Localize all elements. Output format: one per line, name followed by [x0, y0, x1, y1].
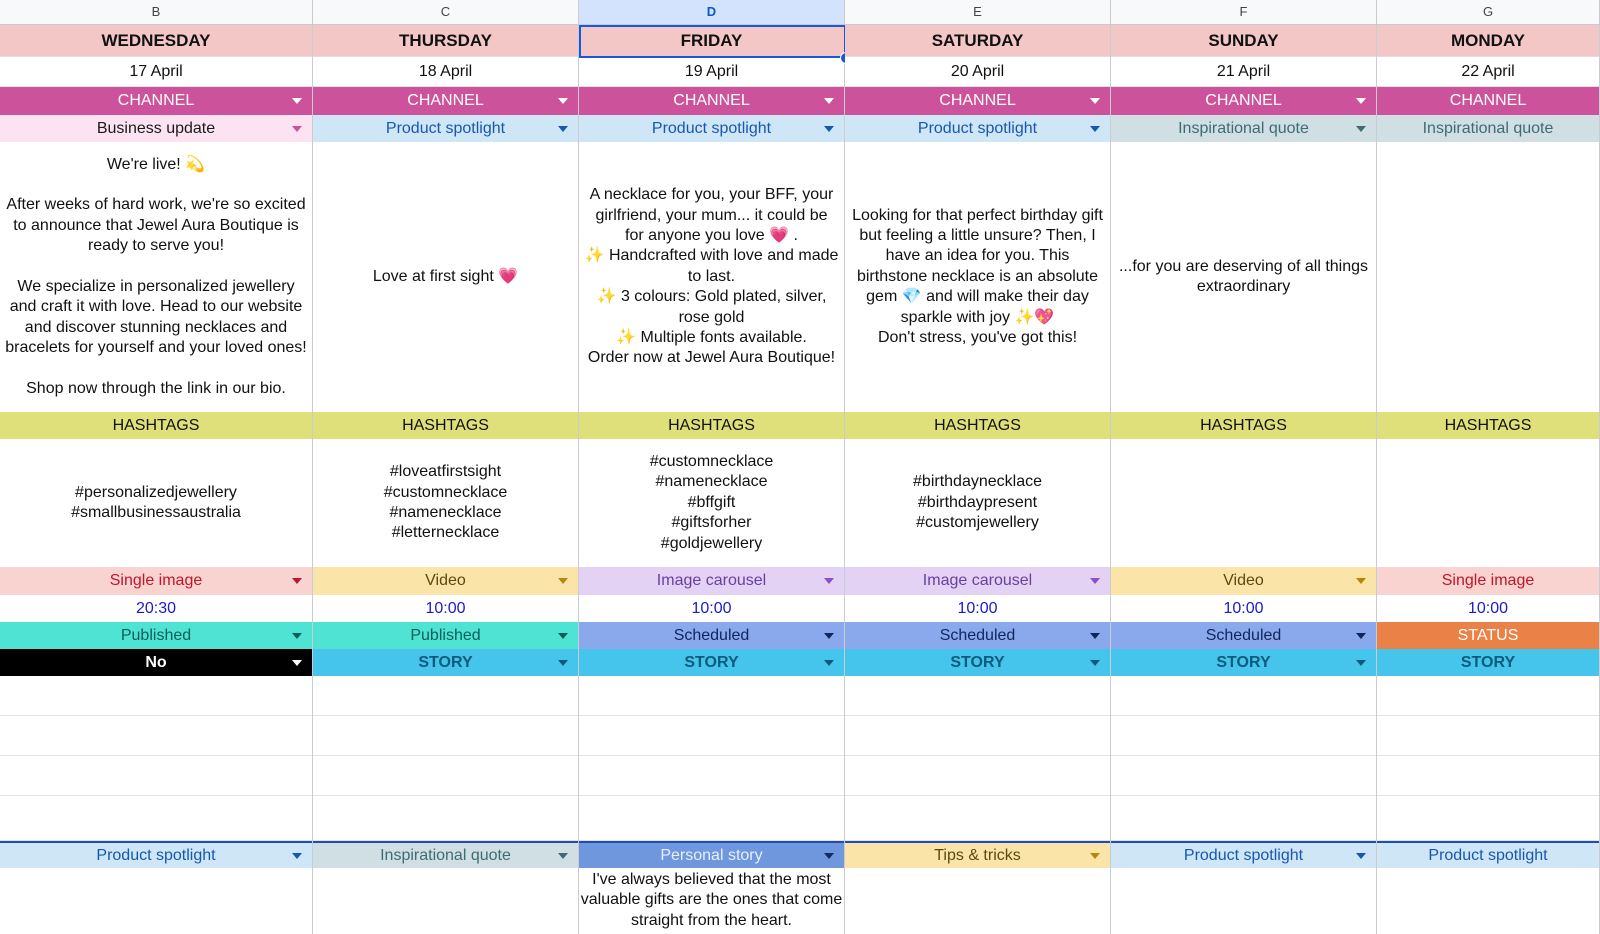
dropdown-arrow-icon[interactable] — [558, 853, 568, 859]
content-type-label: Tips & tricks — [934, 846, 1021, 864]
day-cell[interactable]: MONDAY — [1377, 25, 1599, 57]
dropdown-arrow-icon[interactable] — [292, 633, 302, 639]
empty-cell[interactable] — [313, 716, 578, 756]
dropdown-arrow-icon[interactable] — [1090, 98, 1100, 104]
dropdown-arrow-icon[interactable] — [1090, 660, 1100, 666]
day-cell[interactable]: THURSDAY — [313, 25, 578, 57]
empty-cell[interactable] — [1377, 716, 1599, 756]
status-label: STATUS — [1457, 626, 1519, 644]
status-label: Published — [120, 626, 192, 644]
dropdown-arrow-icon[interactable] — [1356, 98, 1366, 104]
caption-cell-week2[interactable] — [313, 868, 578, 934]
content-type-label: Personal story — [660, 846, 763, 864]
empty-cell[interactable] — [1111, 796, 1376, 841]
dropdown-arrow-icon[interactable] — [558, 98, 568, 104]
dropdown-arrow-icon[interactable] — [1090, 126, 1100, 132]
empty-cell[interactable] — [845, 716, 1110, 756]
content-type-label: Product spotlight — [1183, 846, 1304, 864]
time-cell[interactable]: 10:00 — [1223, 599, 1264, 617]
hashtags-cell[interactable]: #birthdaynecklace #birthdaypresent #customjewellery — [913, 473, 1042, 532]
empty-cell[interactable] — [845, 756, 1110, 796]
caption-cell[interactable]: ...for you are deserving of all things extraordinary — [1118, 257, 1369, 295]
date-cell[interactable]: 19 April — [579, 57, 844, 87]
column-g — [1377, 0, 1600, 934]
caption-cell-week2[interactable] — [845, 868, 1110, 934]
format-label: Single image — [109, 572, 203, 589]
channel-label: CHANNEL — [673, 92, 750, 109]
channel-label: CHANNEL — [117, 92, 195, 109]
status-dropdown[interactable] — [1377, 622, 1599, 649]
date-cell[interactable]: 20 April — [845, 57, 1110, 87]
story-dropdown[interactable] — [0, 649, 312, 676]
channel-label: CHANNEL — [1205, 92, 1282, 109]
channel-dropdown[interactable] — [1377, 87, 1599, 115]
content-type-label: Product spotlight — [96, 846, 216, 864]
empty-cell[interactable] — [1111, 756, 1376, 796]
hashtags-cell[interactable]: #loveatfirstsight #customnecklace #namenecklace #letternecklace — [383, 463, 508, 542]
format-label: Image carousel — [922, 572, 1033, 589]
dropdown-arrow-icon[interactable] — [1356, 126, 1366, 132]
dropdown-arrow-icon[interactable] — [558, 660, 568, 666]
format-dropdown[interactable] — [0, 567, 312, 595]
content-type-label: Product spotlight — [1428, 846, 1548, 864]
date-cell[interactable]: 17 April — [0, 57, 312, 87]
dropdown-arrow-icon[interactable] — [292, 98, 302, 104]
content-type-label: Inspirational quote — [1422, 119, 1554, 137]
story-label: STORY — [1460, 653, 1516, 671]
dropdown-arrow-icon[interactable] — [1356, 633, 1366, 639]
empty-cell[interactable] — [1111, 716, 1376, 756]
content-type-label: Product spotlight — [917, 119, 1038, 137]
channel-label: CHANNEL — [1449, 92, 1527, 109]
time-cell[interactable]: 10:00 — [691, 599, 732, 617]
empty-cell[interactable] — [0, 716, 312, 756]
dropdown-arrow-icon[interactable] — [292, 853, 302, 859]
story-label: No — [145, 653, 167, 671]
caption-cell-week2[interactable] — [1377, 868, 1599, 934]
empty-cell[interactable] — [313, 676, 578, 716]
column-f — [1111, 0, 1377, 934]
content-type-label: Business update — [96, 119, 216, 137]
empty-cell[interactable] — [579, 716, 844, 756]
dropdown-arrow-icon[interactable] — [1356, 853, 1366, 859]
empty-cell[interactable] — [313, 756, 578, 796]
dropdown-arrow-icon[interactable] — [1090, 853, 1100, 859]
story-label: STORY — [1216, 653, 1271, 671]
content-type-label: Inspirational quote — [380, 846, 511, 864]
channel-dropdown[interactable] — [579, 87, 844, 115]
dropdown-arrow-icon[interactable] — [1356, 578, 1366, 584]
format-dropdown[interactable] — [313, 567, 578, 595]
status-dropdown[interactable] — [313, 622, 578, 649]
content-type-label: Product spotlight — [651, 119, 772, 137]
column-b — [0, 0, 313, 934]
format-label: Video — [425, 572, 466, 589]
hashtags-header[interactable]: HASHTAGS — [0, 412, 312, 439]
caption-cell-week2[interactable]: I've always believed that the most valuable gifts are the ones that come straight from the heart. — [580, 871, 843, 929]
channel-label: CHANNEL — [939, 92, 1016, 109]
dropdown-arrow-icon[interactable] — [1356, 660, 1366, 666]
status-dropdown[interactable] — [579, 622, 844, 649]
hashtags-cell[interactable] — [1377, 439, 1599, 567]
caption-cell-week2[interactable] — [1111, 868, 1376, 934]
dropdown-arrow-icon[interactable] — [1090, 578, 1100, 584]
content-type-dropdown-week2[interactable] — [1111, 841, 1376, 868]
column-header[interactable]: F — [1111, 0, 1376, 25]
dropdown-arrow-icon[interactable] — [1090, 633, 1100, 639]
content-type-dropdown-week2[interactable] — [845, 841, 1110, 868]
dropdown-arrow-icon[interactable] — [558, 633, 568, 639]
dropdown-arrow-icon[interactable] — [824, 98, 834, 104]
hashtags-header[interactable]: HASHTAGS — [313, 412, 578, 439]
hashtags-header[interactable]: HASHTAGS — [579, 412, 844, 439]
day-cell[interactable]: SUNDAY — [1111, 25, 1376, 57]
story-label: STORY — [684, 653, 739, 671]
empty-cell[interactable] — [1377, 756, 1599, 796]
date-cell[interactable]: 18 April — [313, 57, 578, 87]
empty-cell[interactable] — [1377, 676, 1599, 716]
column-c — [313, 0, 579, 934]
status-dropdown[interactable] — [1111, 622, 1376, 649]
content-type-dropdown[interactable] — [1111, 115, 1376, 142]
time-cell[interactable]: 10:00 — [425, 599, 466, 617]
hashtags-cell[interactable] — [1111, 439, 1376, 567]
content-type-dropdown[interactable] — [1377, 115, 1599, 142]
empty-cell[interactable] — [845, 676, 1110, 716]
channel-dropdown[interactable] — [313, 87, 578, 115]
caption-cell-week2[interactable] — [0, 868, 312, 934]
empty-cell[interactable] — [1111, 676, 1376, 716]
dropdown-arrow-icon[interactable] — [824, 633, 834, 639]
caption-cell[interactable]: Love at first sight 💗 — [372, 267, 519, 285]
empty-cell[interactable] — [0, 756, 312, 796]
time-cell[interactable]: 10:00 — [1467, 599, 1509, 617]
story-dropdown[interactable] — [1377, 649, 1599, 676]
format-dropdown[interactable] — [1377, 567, 1599, 595]
hashtags-cell[interactable]: #customnecklace #namenecklace #bffgift #giftsforher #goldjewellery — [649, 452, 774, 552]
story-dropdown[interactable] — [845, 649, 1110, 676]
hashtags-header[interactable]: HASHTAGS — [1377, 412, 1599, 439]
day-cell[interactable]: FRIDAY — [579, 25, 844, 57]
dropdown-arrow-icon[interactable] — [824, 126, 834, 132]
day-cell[interactable]: WEDNESDAY — [0, 25, 312, 57]
time-cell[interactable]: 20:30 — [135, 599, 177, 617]
story-label: STORY — [950, 653, 1005, 671]
empty-cell[interactable] — [579, 676, 844, 716]
status-label: Scheduled — [673, 626, 750, 644]
channel-dropdown[interactable] — [0, 87, 312, 115]
format-dropdown[interactable] — [1111, 567, 1376, 595]
column-e — [845, 0, 1111, 934]
day-cell[interactable]: SATURDAY — [845, 25, 1110, 57]
hashtags-header[interactable]: HASHTAGS — [845, 412, 1110, 439]
content-type-dropdown[interactable] — [579, 115, 844, 142]
caption-cell[interactable] — [1377, 142, 1599, 412]
date-cell[interactable]: 21 April — [1111, 57, 1376, 87]
hashtags-header[interactable]: HASHTAGS — [1111, 412, 1376, 439]
column-header[interactable]: B — [0, 0, 312, 25]
channel-dropdown[interactable] — [845, 87, 1110, 115]
channel-dropdown[interactable] — [1111, 87, 1376, 115]
content-type-dropdown[interactable] — [313, 115, 578, 142]
caption-cell[interactable]: We're live! 💫 After weeks of hard work, we're so excited to announce that Jewel Aura Boutique is ready to serve you! We specialize in personalized jewellery and craft it with love. Head to our website and discover stunning necklaces and bracelets for yourself and your loved ones! Shop now through the link in our bio. — [5, 155, 307, 398]
hashtags-cell[interactable]: #personalizedjewellery #smallbusinessaustralia — [71, 483, 241, 521]
empty-cell[interactable] — [0, 676, 312, 716]
caption-cell[interactable]: Looking for that perfect birthday gift but feeling a little unsure? Then, I have an idea for you. This birthstone necklace is an absolute gem 💎 and will make their day sparkle with joy ✨💖 Don't stress, you've got this! — [852, 206, 1103, 347]
content-type-dropdown-week2[interactable] — [1377, 841, 1599, 868]
dropdown-arrow-icon[interactable] — [824, 578, 834, 584]
dropdown-arrow-icon[interactable] — [558, 578, 568, 584]
status-dropdown[interactable] — [0, 622, 312, 649]
column-d — [579, 0, 845, 934]
dropdown-arrow-icon[interactable] — [292, 578, 302, 584]
empty-cell[interactable] — [1377, 796, 1599, 841]
status-label: Published — [410, 626, 481, 644]
column-header[interactable]: E — [845, 0, 1110, 25]
story-label: STORY — [418, 653, 473, 671]
format-dropdown[interactable] — [579, 567, 844, 595]
content-type-label: Inspirational quote — [1178, 119, 1309, 137]
content-type-dropdown-week2[interactable] — [313, 841, 578, 868]
format-dropdown[interactable] — [845, 567, 1110, 595]
empty-cell[interactable] — [579, 796, 844, 841]
dropdown-arrow-icon[interactable] — [292, 660, 302, 666]
column-header[interactable]: C — [313, 0, 578, 25]
story-dropdown[interactable] — [1111, 649, 1376, 676]
story-dropdown[interactable] — [313, 649, 578, 676]
date-cell[interactable]: 22 April — [1377, 57, 1599, 87]
format-label: Video — [1223, 572, 1264, 589]
empty-cell[interactable] — [313, 796, 578, 841]
status-label: Scheduled — [939, 626, 1016, 644]
empty-cell[interactable] — [845, 796, 1110, 841]
content-type-label: Product spotlight — [385, 119, 506, 137]
format-label: Single image — [1441, 572, 1535, 589]
content-type-dropdown[interactable] — [0, 115, 312, 142]
column-header[interactable]: G — [1377, 0, 1599, 25]
dropdown-arrow-icon[interactable] — [558, 126, 568, 132]
content-type-dropdown-week2[interactable] — [0, 841, 312, 868]
status-label: Scheduled — [1205, 626, 1282, 644]
column-header[interactable]: D — [579, 0, 844, 25]
story-dropdown[interactable] — [579, 649, 844, 676]
dropdown-arrow-icon[interactable] — [824, 660, 834, 666]
status-dropdown[interactable] — [845, 622, 1110, 649]
channel-label: CHANNEL — [407, 92, 484, 109]
empty-cell[interactable] — [0, 796, 312, 841]
dropdown-arrow-icon[interactable] — [824, 853, 834, 859]
content-type-dropdown-week2[interactable] — [579, 841, 844, 868]
dropdown-arrow-icon[interactable] — [292, 126, 302, 132]
caption-cell[interactable]: A necklace for you, your BFF, your girlfriend, your mum... it could be for anyone you love 💗 . ✨ Handcrafted with love and made to last. ✨ 3 colours: Gold plated, silver, rose gold ✨ Multiple fonts available. Order now at Jewel Aura Boutique! — [584, 186, 839, 367]
empty-cell[interactable] — [579, 756, 844, 796]
time-cell[interactable]: 10:00 — [957, 599, 998, 617]
format-label: Image carousel — [656, 572, 767, 589]
content-type-dropdown[interactable] — [845, 115, 1110, 142]
